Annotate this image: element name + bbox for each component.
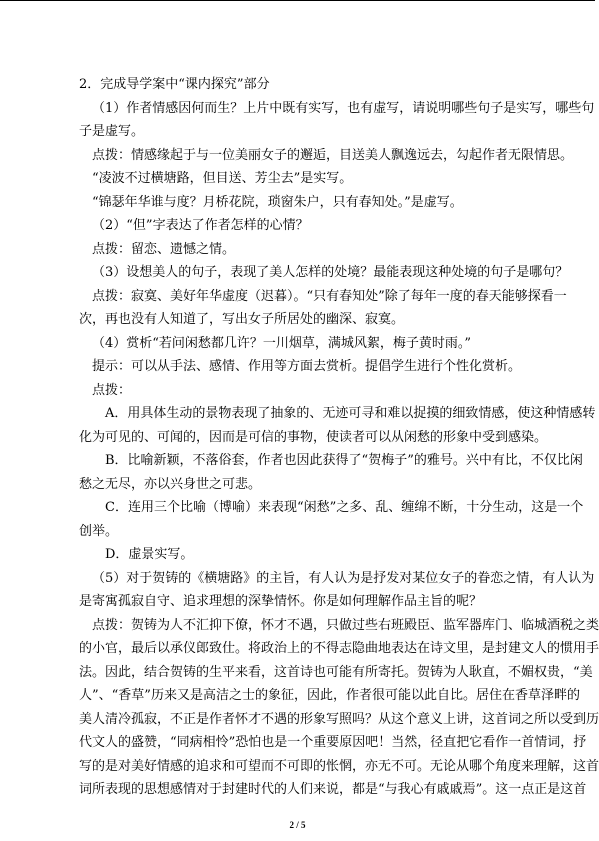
hint-5-line-7: 写的是对美好情感的追求和可望而不可即的怅惘，亦无不可。无论从哪个角度来理解，这首: [79, 759, 599, 774]
question-5-line-1: （5）对于贺铸的《横塘路》的主旨，有人认为是抒发对某位女子的眷恋之情，有人认为: [92, 571, 595, 586]
question-5-line-2: 是寄寓孤寂自守、追求理想的深挚情怀。你是如何理解作品主旨的呢？: [79, 594, 483, 609]
page-number: 2 / 5: [289, 820, 306, 830]
hint-4-d: D．虚景实写。: [105, 547, 194, 562]
hint-5-line-3: 法。因此，结合贺铸的生平来看，这首诗也可能有所寄托。贺铸为人耿直，不媚权贵，“美: [79, 665, 593, 680]
hint-5-line-5: 美人清冷孤寂，不正是作者怀才不遇的形象写照吗？从这个意义上讲，这首词之所以受到历: [79, 712, 599, 727]
question-4: （4）赏析“若问闲愁都几许？一川烟草，满城风絮，梅子黄时雨。”: [92, 336, 472, 351]
hint-1-line-2: “凌波不过横塘路，但目送、芳尘去”是实写。: [92, 171, 353, 186]
hint-4-a-line-2: 化为可见的、可闻的，因而是可信的事物，使读者可以从闲愁的形象中受到感染。: [79, 430, 548, 445]
hint-5-line-6: 代文人的盛赞，“同病相怜”恐怕也是一个重要原因吧！当然，径直把它看作一首情词，抒: [79, 735, 587, 750]
question-2: （2）“但”字表达了作者怎样的心情？: [92, 218, 309, 233]
hint-3-line-2: 次，再也没有人知道了，写出女子所居处的幽深、寂寞。: [79, 312, 405, 327]
hint-5-line-2: 的小官，最后以承仪郎致仕。将政治上的不得志隐曲地表达在诗文里，是封建文人的惯用手: [79, 641, 599, 656]
section-heading: 2．完成导学案中“课内探究”部分: [79, 77, 270, 92]
hint-3-line-1: 点拨：寂寞、美好年华虚度（迟暮）。“只有春知处”除了每年一度的春天能够探看一: [92, 289, 567, 304]
hint-4-b-line-1: B．比喻新颖，不落俗套，作者也因此获得了“贺梅子”的雅号。兴中有比，不仅比闲: [105, 453, 583, 468]
tip-4: 提示：可以从手法、感情、作用等方面去赏析。提倡学生进行个性化赏析。: [92, 359, 522, 374]
hint-1-line-3: “锦瑟年华谁与度？月桥花院，琐窗朱户，只有春知处。”是虚写。: [92, 195, 463, 210]
hint-4-label: 点拨：: [92, 383, 132, 398]
hint-2: 点拨：留恋、遗憾之情。: [92, 242, 236, 257]
question-1-line-2: 子是虚写。: [79, 124, 145, 139]
hint-4-b-line-2: 愁之无尽，亦以兴身世之可悲。: [79, 477, 262, 492]
hint-4-a-line-1: A．用具体生动的景物表现了抽象的、无迹可寻和难以捉摸的细致情感，使这种情感转: [105, 406, 596, 421]
hint-4-c-line-2: 创举。: [79, 524, 119, 539]
question-1-line-1: （1）作者情感因何而生？上片中既有实写，也有虚写，请说明哪些句子是实写，哪些句: [92, 101, 595, 116]
hint-5-line-4: 人”、“香草”历来又是高洁之士的象征，因此，作者很可能以此自比。居住在香草泽畔的: [79, 688, 580, 703]
hint-1-line-1: 点拨：情感缘起于与一位美丽女子的邂逅，目送美人飘逸远去，勾起作者无限情思。: [92, 148, 574, 163]
hint-5-line-1: 点拨：贺铸为人不汇抑下僚，怀才不遇，只做过些右班殿臣、监军器库门、临城酒税之类: [92, 618, 599, 633]
question-3: （3）设想美人的句子，表现了美人怎样的处境？最能表现这种处境的句子是哪句？: [92, 265, 569, 280]
hint-4-c-line-1: C．连用三个比喻（博喻）来表现“闲愁”之多、乱、缠绵不断，十分生动，这是一个: [105, 500, 584, 515]
hint-5-line-8: 词所表现的思想感情对于封建时代的人们来说，都是“与我心有戚戚焉”。这一点正是这首: [79, 782, 587, 797]
